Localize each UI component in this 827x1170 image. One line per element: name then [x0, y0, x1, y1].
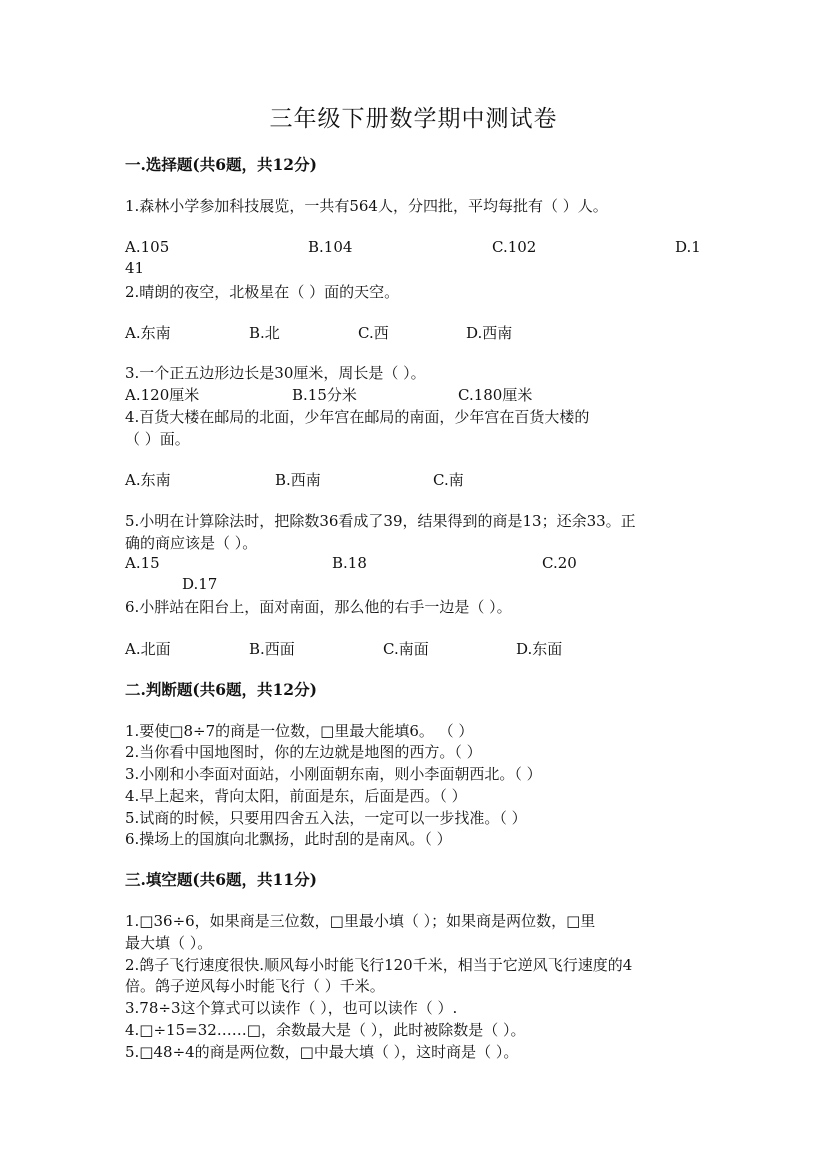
q1-option-d-wrap: 41 [125, 259, 145, 277]
judge-item-4: 4.早上起来，背向太阳，前面是东，后面是西。（ ） [125, 787, 467, 805]
question-4-stem-line1: 4.百货大楼在邮局的北面，少年宫在邮局的南面，少年宫在百货大楼的 [125, 408, 590, 426]
fill-line-3: 2.鸽子飞行速度很快.顺风每小时能飞行120千米，相当于它逆风飞行速度的4 [125, 956, 633, 974]
judge-item-1: 1.要使□8÷7的商是一位数，□里最大能填6。 （ ） [125, 722, 474, 740]
judge-item-6: 6.操场上的国旗向北飘扬，此时刮的是南风。（ ） [125, 830, 452, 848]
question-4-stem-line2: （ ）面。 [125, 430, 190, 448]
fill-line-5: 3.78÷3这个算式可以读作（ ），也可以读作（ ）. [125, 999, 458, 1017]
q3-option-a: A.120厘米 [125, 386, 200, 404]
q6-option-d: D.东面 [516, 640, 563, 658]
fill-line-6: 4.□÷15=32……□，余数最大是（ ），此时被除数是（ ）。 [125, 1021, 526, 1039]
q2-option-b: B.北 [249, 324, 280, 342]
fill-line-7: 5.□48÷4的商是两位数，□中最大填（ ），这时商是（ ）。 [125, 1043, 519, 1061]
q1-option-b: B.104 [308, 238, 353, 256]
question-5-stem-line2: 确的商应该是（ ）。 [125, 534, 258, 552]
q1-option-d: D.1 [675, 238, 701, 256]
section-heading-judge: 二.判断题(共6题，共12分) [125, 680, 317, 699]
q4-option-a: A.东南 [125, 471, 171, 489]
q3-option-c: C.180厘米 [458, 386, 533, 404]
q5-option-b: B.18 [332, 554, 367, 572]
judge-item-5: 5.试商的时候，只要用四舍五入法，一定可以一步找准。（ ） [125, 809, 527, 827]
q6-option-a: A.北面 [125, 640, 171, 658]
question-5-stem-line1: 5.小明在计算除法时，把除数36看成了39，结果得到的商是13；还余33。正 [125, 512, 636, 530]
fill-line-4: 倍。鸽子逆风每小时能飞行（ ）千米。 [125, 977, 385, 995]
q3-option-b: B.15分米 [292, 386, 357, 404]
judge-item-2: 2.当你看中国地图时，你的左边就是地图的西方。（ ） [125, 743, 482, 761]
q4-option-b: B.西南 [275, 471, 321, 489]
fill-line-1: 1.□36÷6，如果商是三位数，□里最小填（ ）；如果商是两位数，□里 [125, 912, 596, 930]
page-title: 三年级下册数学期中测试卷 [269, 106, 558, 132]
q1-option-c: C.102 [492, 238, 537, 256]
question-6-stem: 6.小胖站在阳台上，面对南面，那么他的右手一边是（ ）。 [125, 598, 512, 616]
q2-option-d: D.西南 [466, 324, 513, 342]
q6-option-b: B.西面 [249, 640, 295, 658]
question-3-stem: 3.一个正五边形边长是30厘米，周长是（ ）。 [125, 364, 426, 382]
q4-option-c: C.南 [433, 471, 464, 489]
section-heading-choice: 一.选择题(共6题，共12分) [125, 155, 317, 174]
question-2-stem: 2.晴朗的夜空，北极星在（ ）面的天空。 [125, 283, 400, 301]
q5-option-a: A.15 [125, 554, 160, 572]
question-1-stem: 1.森林小学参加科技展览，一共有564人，分四批，平均每批有（ ）人。 [125, 197, 608, 215]
q2-option-c: C.西 [358, 324, 389, 342]
section-heading-fill: 三.填空题(共6题，共11分) [125, 870, 317, 889]
q1-option-a: A.105 [125, 238, 170, 256]
fill-line-2: 最大填（ ）。 [125, 934, 213, 952]
q6-option-c: C.南面 [383, 640, 429, 658]
judge-item-3: 3.小刚和小李面对面站，小刚面朝东南，则小李面朝西北。（ ） [125, 765, 542, 783]
q5-option-d: D.17 [182, 575, 218, 593]
q2-option-a: A.东南 [125, 324, 171, 342]
q5-option-c: C.20 [542, 554, 577, 572]
